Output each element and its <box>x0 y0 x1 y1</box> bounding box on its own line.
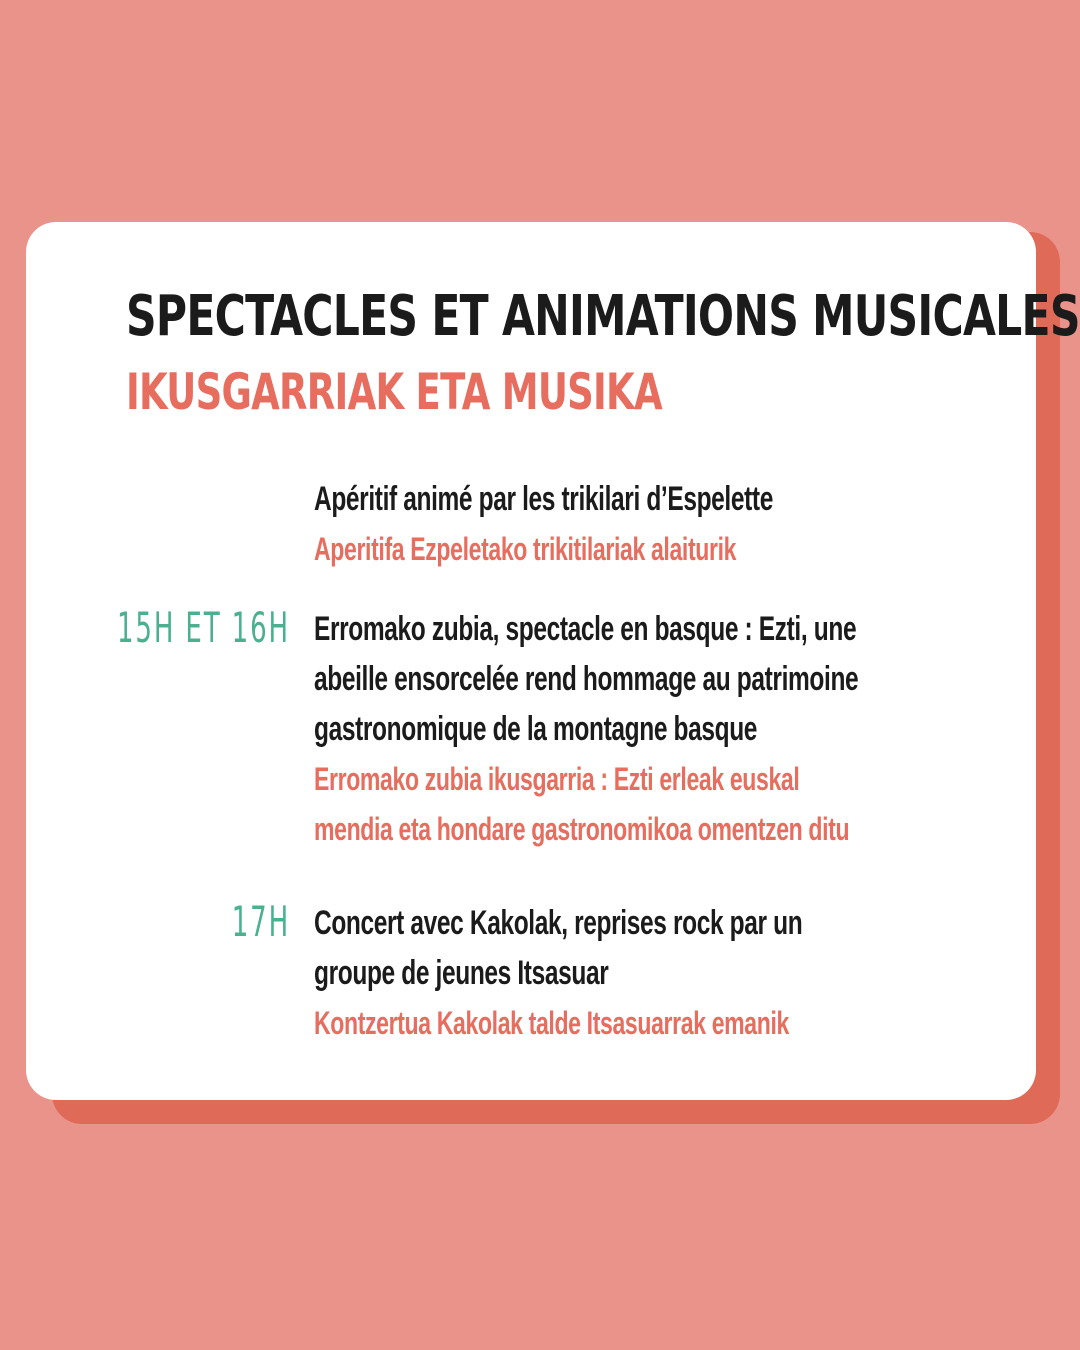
event-description-fr: Concert avec Kakolak, reprises rock par un <box>314 904 803 942</box>
page-title: SPECTACLES ET ANIMATIONS MUSICALES <box>126 284 1080 349</box>
page-subtitle: IKUSGARRIAK ETA MUSIKA <box>126 363 662 421</box>
event-time: 17H <box>231 897 290 946</box>
event-description-eu: Erromako zubia ikusgarria : Ezti erleak euskal <box>314 761 800 797</box>
event-description-fr: abeille ensorcelée rend hommage au patrimoine <box>314 660 859 698</box>
event-description-fr: Apéritif animé par les trikilari d’Espelette <box>314 480 773 518</box>
event-texts <box>314 474 948 574</box>
event-description-eu: mendia eta hondare gastronomikoa omentzen ditu <box>314 811 850 847</box>
event-texts <box>314 604 948 854</box>
event-description-fr: groupe de jeunes Itsasuar <box>314 954 609 992</box>
event-description-fr: Erromako zubia, spectacle en basque : Ezti, une <box>314 610 857 648</box>
event-description-fr: gastronomique de la montagne basque <box>314 710 758 748</box>
event-description-eu: Kontzertua Kakolak talde Itsasuarrak emanik <box>314 1005 789 1041</box>
event-description-eu: Aperitifa Ezpeletako trikitilariak alaiturik <box>314 531 737 567</box>
event-texts <box>314 898 948 1048</box>
event-time: 15H ET 16H <box>117 603 290 652</box>
program-card <box>26 222 1080 1100</box>
